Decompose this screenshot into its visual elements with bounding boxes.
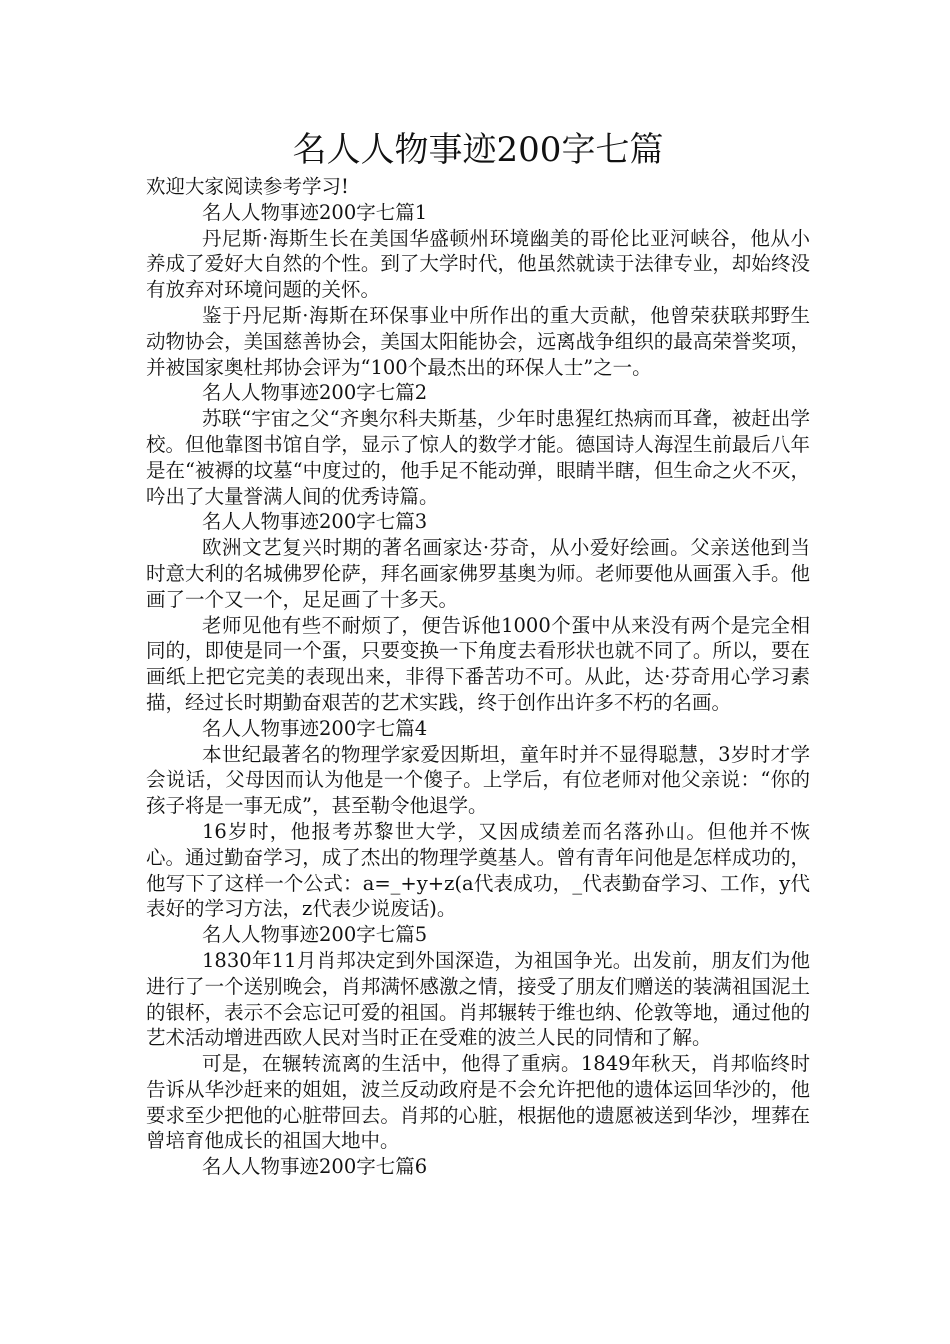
intro-text: 欢迎大家阅读参考学习! — [146, 175, 349, 198]
section-4-paragraph-2: 16岁时，他报考苏黎世大学，又因成绩差而名落孙山。但他并不恢心。通过勤奋学习，成了杰出的物理学奠基人。曾有青年问他是怎样成功的，他写下了这样一个公式：a=_+y+z(a代表成功，_代表勤奋学习、工作，y代表好的学习方法，z代表少说废话)。 — [146, 819, 810, 921]
section-3-heading: 名人人物事迹200字七篇3 — [202, 510, 428, 534]
section-1-paragraph-2: 鉴于丹尼斯·海斯在环保事业中所作出的重大贡献，他曾荣获联邦野生动物协会，美国慈善协会，美国太阳能协会，远离战争组织的最高荣誉奖项，并被国家奥杜邦协会评为“100个最杰出的环保人士”之一。 — [146, 303, 810, 379]
document-title: 名人人物事迹200字七篇 — [292, 130, 664, 170]
section-1-heading: 名人人物事迹200字七篇1 — [202, 200, 428, 224]
section-3-paragraph-2: 老师见他有些不耐烦了，便告诉他1000个蛋中从来没有两个是完全相同的，即使是同一个蛋，只要变换一下角度去看形状也就不同了。所以，要在画纸上把它完美的表现出来，非得下番苦功不可。从此，达·芬奇用心学习素描，经过长时期勤奋艰苦的艺术实践，终于创作出许多不朽的名画。 — [146, 613, 810, 714]
document-page — [146, 126, 810, 1180]
section-2-heading: 名人人物事迹200字七篇2 — [202, 381, 428, 405]
section-2-paragraph-1: 苏联“宇宙之父“齐奥尔科夫斯基，少年时患猩红热病而耳聋，被赶出学校。但他靠图书馆自学，显示了惊人的数学才能。德国诗人海涅生前最后八年是在“被褥的坟墓“中度过的，他手足不能动弹，眼睛半瞎，但生命之火不灭，吟出了大量誉满人间的优秀诗篇。 — [146, 407, 810, 508]
section-4-heading: 名人人物事迹200字七篇4 — [202, 716, 428, 740]
section-6-heading: 名人人物事迹200字七篇6 — [202, 1155, 428, 1179]
section-5-heading: 名人人物事迹200字七篇5 — [202, 923, 428, 947]
section-1-paragraph-1: 丹尼斯·海斯生长在美国华盛顿州环境幽美的哥伦比亚河峡谷，他从小养成了爱好大自然的个性。到了大学时代，他虽然就读于法律专业，却始终没有放弃对环境问题的关怀。 — [146, 226, 810, 302]
section-5-paragraph-2: 可是，在辗转流离的生活中，他得了重病。1849年秋天，肖邦临终时告诉从华沙赶来的姐姐，波兰反动政府是不会允许把他的遗体运回华沙的，他要求至少把他的心脏带回去。肖邦的心脏，根据他的遗愿被送到华沙，埋葬在曾培育他成长的祖国大地中。 — [146, 1052, 810, 1153]
section-5-paragraph-1: 1830年11月肖邦决定到外国深造，为祖国争光。出发前，朋友们为他进行了一个送别晚会，肖邦满怀感激之情，接受了朋友们赠送的装满祖国泥土的银杯，表示不会忘记可爱的祖国。肖邦辗转于维也纳、伦敦等地，通过他的艺术活动增进西欧人民对当时正在受难的波兰人民的同情和了解。 — [146, 948, 810, 1050]
section-3-paragraph-1: 欧洲文艺复兴时期的著名画家达·芬奇，从小爱好绘画。父亲送他到当时意大利的名城佛罗伦萨，拜名画家佛罗基奥为师。老师要他从画蛋入手。他画了一个又一个，足足画了十多天。 — [146, 536, 810, 611]
section-4-paragraph-1: 本世纪最著名的物理学家爱因斯坦，童年时并不显得聪慧，3岁时才学会说话，父母因而认为他是一个傻子。上学后，有位老师对他父亲说：“你的孩子将是一事无成”，甚至勒令他退学。 — [146, 742, 810, 818]
